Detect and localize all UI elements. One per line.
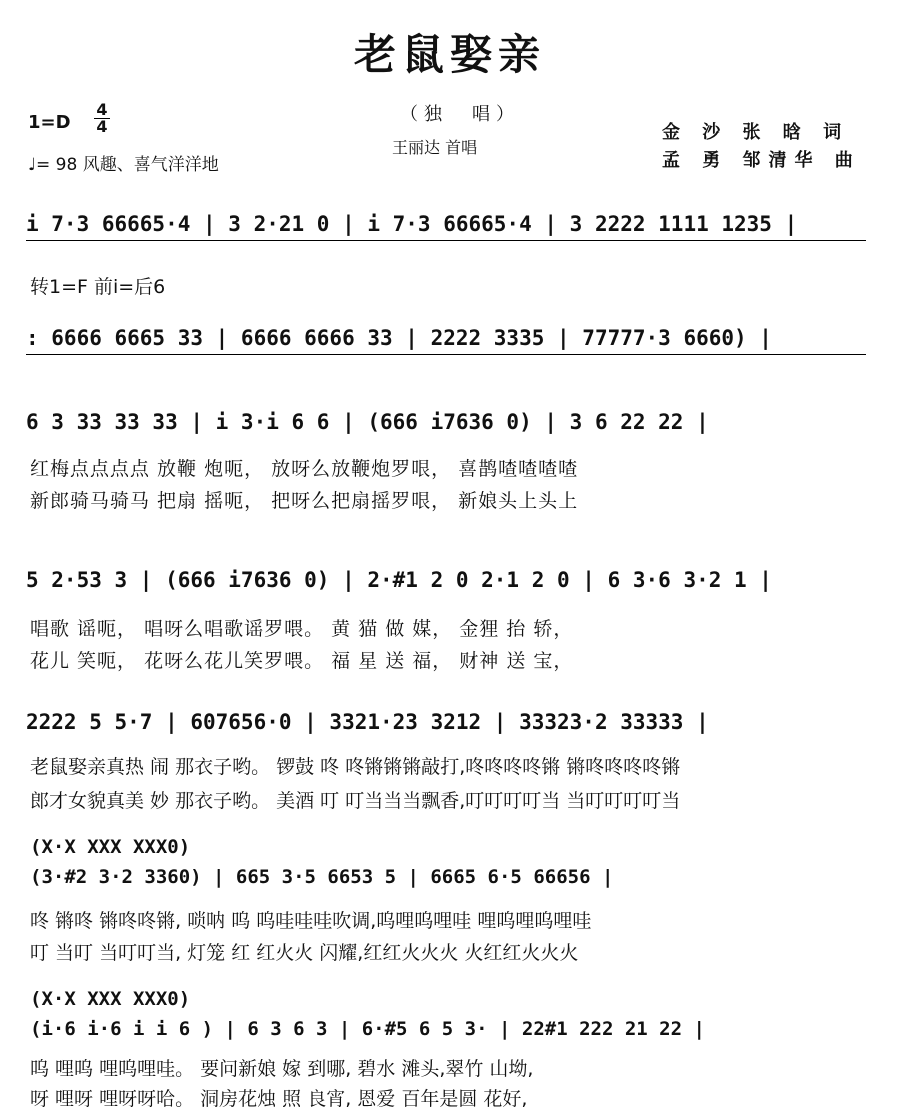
composer-credit: 孟 勇 邹清华 曲 (662, 150, 861, 171)
lyric-line: 红梅点点点点 放鞭 炮呃， 放呀么放鞭炮罗哏， 喜鹊喳喳喳喳 (30, 458, 579, 480)
percussion-line-2: (X·X XXX XXX0) (30, 988, 191, 1010)
notation-line-3: 6 3 33 33 33 | i 3·i 6 6 | (666 i7636 0) | 3 6 22 22 | (26, 410, 709, 434)
performance-type: （独 唱） (400, 104, 520, 125)
lyric-line: 老鼠娶亲真热 闹 那衣子哟。 锣鼓 咚 咚锵锵锵敲打,咚咚咚咚锵 锵咚咚咚咚锵 (30, 756, 681, 778)
percussion-line-1: (X·X XXX XXX0) (30, 836, 191, 858)
notation-line-5: 2222 5 5·7 | 607656·0 | 3321·23 3212 | 33323·2 33333 | (26, 710, 709, 734)
lyric-line: 郎才女貌真美 妙 那衣子哟。 美酒 叮 叮当当当飘香,叮叮叮叮当 当叮叮叮叮当 (30, 790, 681, 812)
key-signature: 1=D (28, 112, 71, 133)
notation-line-2: : 6666 6665 33 | 6666 6666 33 | 2222 3335 | 77777·3 6660) | (26, 326, 772, 350)
beam-line (26, 240, 866, 241)
tempo-marking: ♩= 98 风趣、喜气洋洋地 (28, 155, 219, 175)
lyric-line: 花儿 笑呃， 花呀么花儿笑罗喂。 福 星 送 福， 财神 送 宝， (30, 650, 574, 672)
song-title: 老鼠娶亲 (353, 30, 546, 79)
lyric-line: 呀 哩呀 哩呀呀哈。 洞房花烛 照 良宵, 恩爱 百年是圆 花好, (30, 1088, 528, 1110)
lyric-line: 呜 哩呜 哩呜哩哇。 要问新娘 嫁 到哪, 碧水 滩头,翠竹 山坳, (30, 1058, 534, 1080)
lyric-line: 新郎骑马骑马 把扇 摇呃， 把呀么把扇摇罗哏， 新娘头上头上 (30, 490, 579, 512)
notation-line-1: i 7·3 66665·4 | 3 2·21 0 | i 7·3 66665·4 | 3 2222 1111 1235 | (26, 212, 798, 236)
meter-top: 4 (96, 100, 108, 119)
time-signature (94, 102, 110, 135)
singer-credit: 王丽达 首唱 (392, 138, 478, 157)
notation-line-4: 5 2·53 3 | (666 i7636 0) | 2·#1 2 0 2·1 2 0 | 6 3·6 3·2 1 | (26, 568, 772, 592)
lyric-line: 咚 锵咚 锵咚咚锵, 唢呐 呜 呜哇哇哇吹调,呜哩呜哩哇 哩呜哩呜哩哇 (30, 910, 592, 932)
lyricist-credit: 金 沙 张 晗 词 (662, 122, 850, 143)
notation-line-7: (i·6 i·6 i i 6 ) | 6 3 6 3 | 6·#5 6 5 3· | 22#1 222 21 22 | (30, 1018, 705, 1040)
modulation-marking: 转1=F 前i=后6 (30, 276, 166, 298)
lyric-line: 唱歌 谣呃， 唱呀么唱歌谣罗喂。 黄 猫 做 媒， 金狸 抬 轿， (30, 618, 574, 640)
meter-bottom: 4 (94, 118, 110, 135)
notation-line-6: (3·#2 3·2 3360) | 665 3·5 6653 5 | 6665 6·5 66656 | (30, 866, 614, 888)
lyric-line: 叮 当叮 当叮叮当, 灯笼 红 红火火 闪耀,红红火火火 火红红火火火 (30, 942, 579, 964)
beam-line (26, 354, 866, 355)
